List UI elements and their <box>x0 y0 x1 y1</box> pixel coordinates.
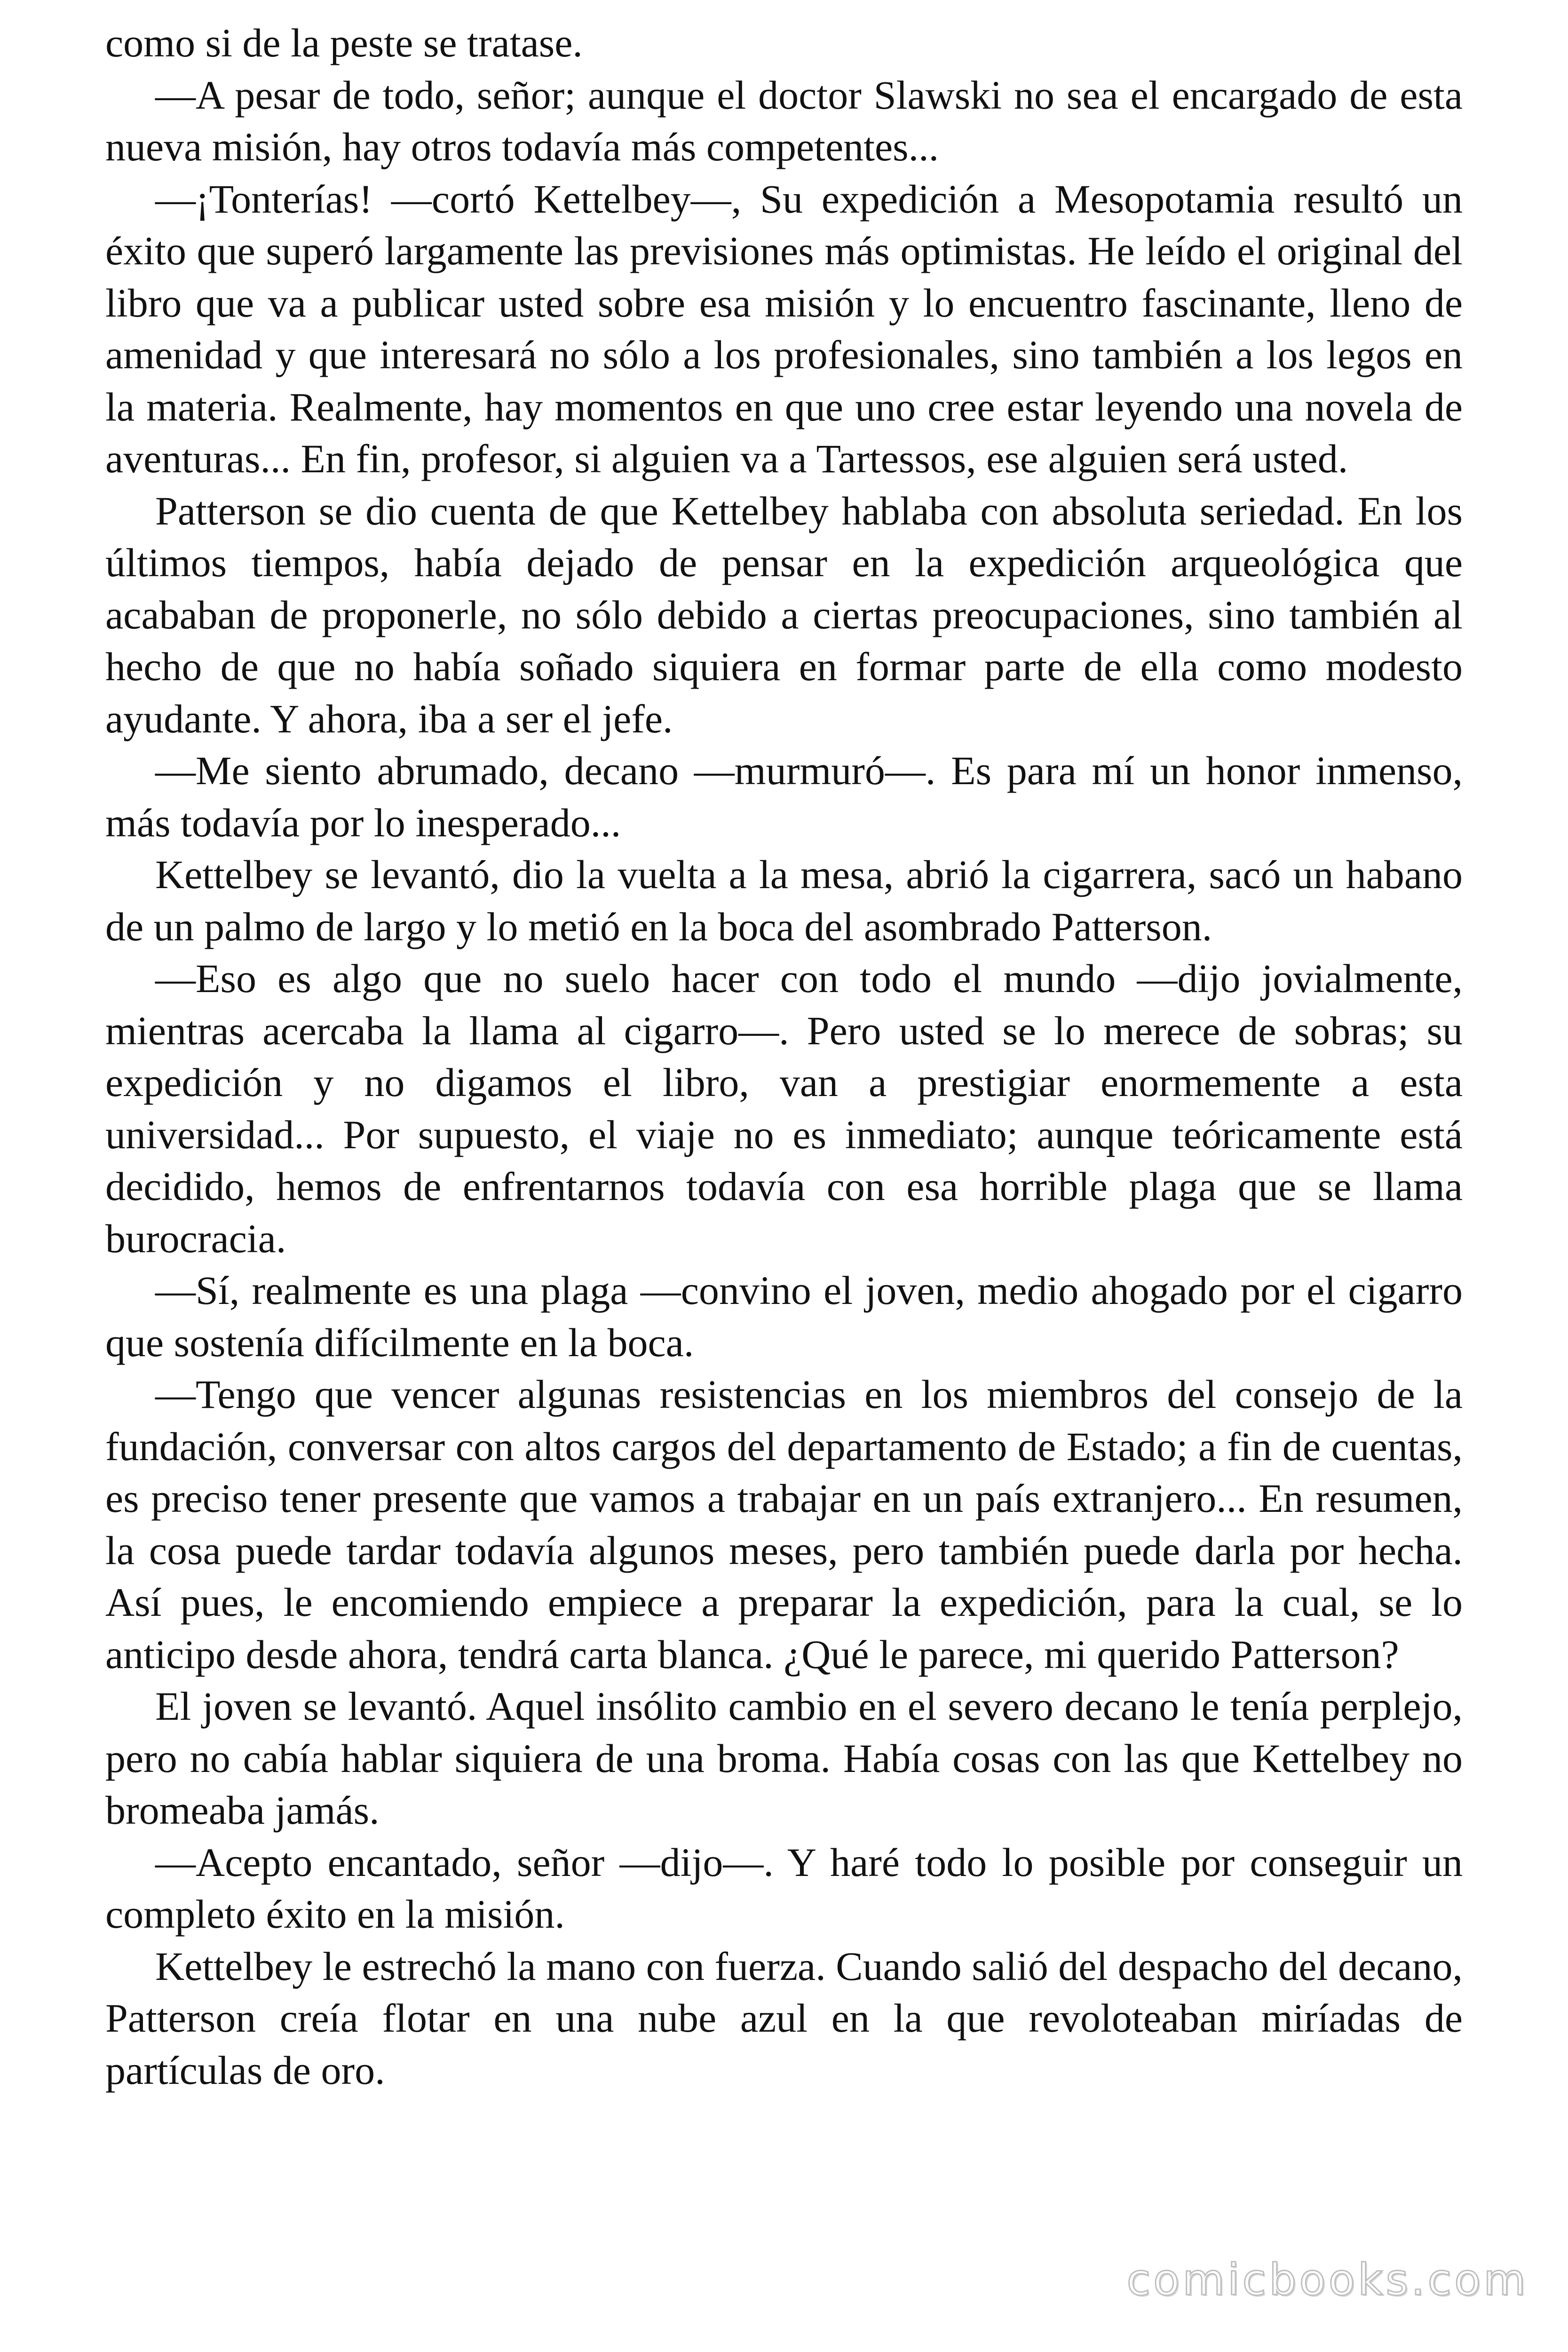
paragraph-dialogue-3: —Me siento abrumado, decano —murmuró—. Es para mí un honor inmenso, más todavía por lo inesperado... <box>105 748 1463 845</box>
watermark: comicbooks.com <box>1126 2255 1528 2305</box>
paragraph-dialogue-4: —Eso es algo que no suelo hacer con todo el mundo —dijo jovialmente, mientras acercaba la llama al cigarro—. Pero usted se lo merece de sobras; su expedición y no digamos el libro, van a prestigiar enormemente a esta universidad... Por supuesto, el viaje no es inmediato; aunque teóricamente está decidido, hemos de enfrentarnos todavía con esa horrible plaga que se llama burocracia. <box>105 956 1463 1261</box>
document-page <box>105 17 1463 2096</box>
paragraph-dialogue-5: —Sí, realmente es una plaga —convino el joven, medio ahogado por el cigarro que sostenía difícilmente en la boca. <box>105 1268 1463 1365</box>
paragraph-dialogue-7: —Acepto encantado, señor —dijo—. Y haré todo lo posible por conseguir un completo éxito en la misión. <box>105 1839 1463 1937</box>
paragraph-dialogue-2: —¡Tonterías! —cortó Kettelbey—, Su expedición a Mesopotamia resultó un éxito que superó largamente las previsiones más optimistas. He leído el original del libro que va a publicar usted sobre esa misión y lo encuentro fascinante, lleno de amenidad y que interesará no sólo a los profesionales, sino también a los legos en la materia. Realmente, hay momentos en que uno cree estar leyendo una novela de aventuras... En fin, profesor, si alguien va a Tartessos, ese alguien será usted. <box>105 176 1463 481</box>
paragraph-narration-1: Patterson se dio cuenta de que Kettelbey hablaba con absoluta seriedad. En los últimos tiempos, había dejado de pensar en la expedición arqueológica que acababan de proponerle, no sólo debido a ciertas preocupaciones, sino también al hecho de que no había soñado siquiera en formar parte de ella como modesto ayudante. Y ahora, iba a ser el jefe. <box>105 488 1463 741</box>
paragraph-dialogue-6: —Tengo que vencer algunas resistencias en los miembros del consejo de la fundación, conversar con altos cargos del departamento de Estado; a fin de cuentas, es preciso tener presente que vamos a trabajar en un país extranjero... En resumen, la cosa puede tardar todavía algunos meses, pero también puede darla por hecha. Así pues, le encomiendo empiece a preparar la expedición, para la cual, se lo anticipo desde ahora, tendrá carta blanca. ¿Qué le parece, mi querido Patterson? <box>105 1372 1463 1677</box>
paragraph-narration-3: El joven se levantó. Aquel insólito cambio en el severo decano le tenía perplejo, pero no cabía hablar siquiera de una broma. Había cosas con las que Kettelbey no bromeaba jamás. <box>105 1684 1463 1833</box>
paragraph-narration-4: Kettelbey le estrechó la mano con fuerza. Cuando salió del despacho del decano, Patterson creía flotar en una nube azul en la que revoloteaban miríadas de partículas de oro. <box>105 1943 1463 2093</box>
paragraph-continuation: como si de la peste se tratase. <box>105 20 583 65</box>
paragraph-narration-2: Kettelbey se levantó, dio la vuelta a la mesa, abrió la cigarrera, sacó un habano de un palmo de largo y lo metió en la boca del asombrado Patterson. <box>105 852 1463 949</box>
paragraph-dialogue-1: —A pesar de todo, señor; aunque el doctor Slawski no sea el encargado de esta nueva misión, hay otros todavía más competentes... <box>105 72 1463 169</box>
